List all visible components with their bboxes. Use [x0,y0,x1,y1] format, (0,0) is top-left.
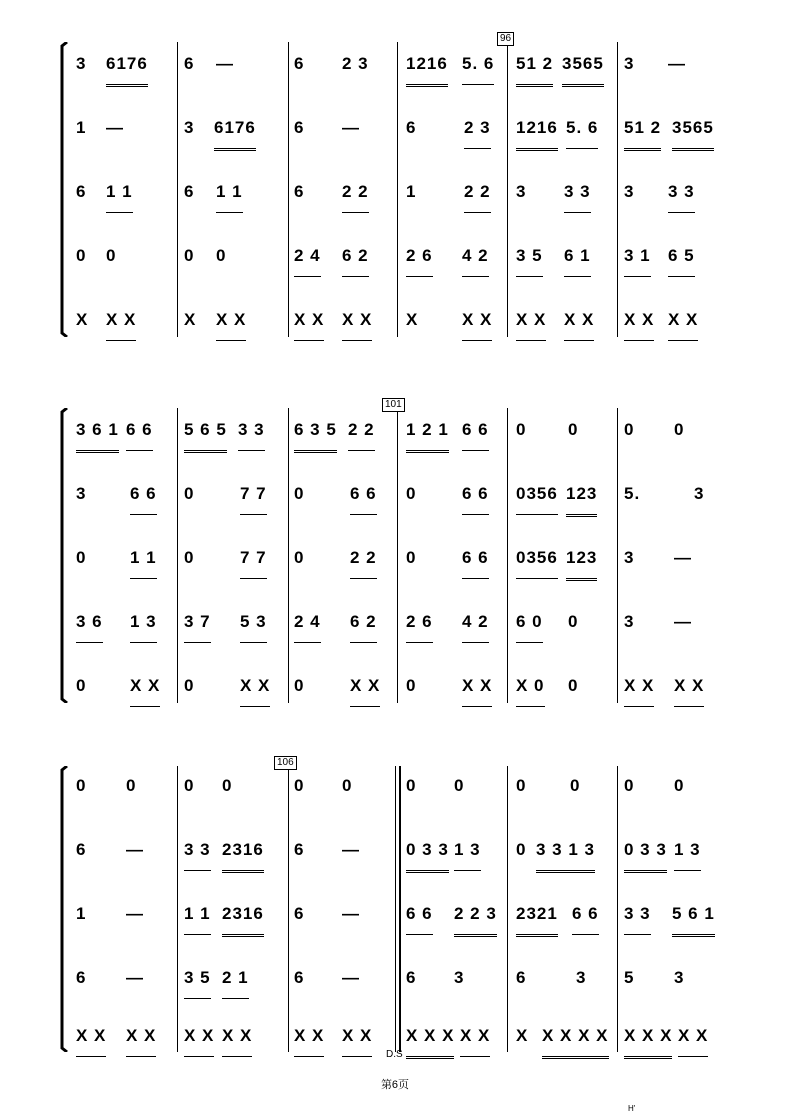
note-group: 1 3 [454,830,481,871]
score-system-1 [60,33,730,337]
percussion-hit: X X [130,666,160,707]
note-group: 3 5 [516,236,543,277]
percussion-hit: X X [184,1016,214,1057]
note: 3 [624,182,635,201]
system-bracket [60,766,68,1052]
staff-row-3 [72,538,730,578]
note: — [668,54,686,73]
staff-row-3 [72,894,730,934]
note: 6 [76,968,87,987]
score-system-2 [60,399,730,703]
percussion-hit: X X [624,300,654,341]
note-group: 6 6 [130,474,157,515]
note: 6 [184,54,195,73]
staff-row-2 [72,108,730,148]
note-group: 0356 [516,538,558,579]
note-group: 6 6 [462,410,489,451]
note: 6 [406,968,417,987]
note-group: 4 2 [462,236,489,277]
percussion-hit: X X [624,666,654,707]
note-group: 3 3 1 3 [536,830,595,873]
percussion-hit: X X [106,300,136,341]
note: 0 [516,420,527,439]
note-group: 123 [566,474,597,517]
note-group: 2316 [222,830,264,873]
note-group: 2 6 [406,236,433,277]
note: 0 [406,484,417,503]
note: 0 [76,776,87,795]
note: 6 [294,968,305,987]
note: — [126,968,144,987]
note: 6 [294,54,305,73]
percussion-hit: X X [678,1016,708,1057]
note: — [342,118,360,137]
note-group: 6 6 [462,538,489,579]
note-group: 3 1 [624,236,651,277]
note: 0 [516,776,527,795]
note-group: 3 6 [76,602,103,643]
note-group: 1216 [516,108,558,151]
note: — [126,840,144,859]
note: 0 [516,840,527,859]
percussion-hit: X X [350,666,380,707]
note-group: 1 1 [184,894,211,935]
percussion-hit: X X [668,300,698,341]
note-group: 2316 [222,894,264,937]
note: 0 [184,776,195,795]
note: 1 [406,182,417,201]
note-group: 2 2 [464,172,491,213]
percussion-hit: X [184,310,197,329]
note-group: 6 2 [350,602,377,643]
note: 0 [568,612,579,631]
note-group: 5 3 [240,602,267,643]
note-group: 3 3 [668,172,695,213]
note: 0 [184,548,195,567]
note: — [106,118,124,137]
note-group: 4 2 [462,602,489,643]
note-group: 3 3 [624,894,651,935]
note-group: 1 1 [216,172,243,213]
note: 3 [184,118,195,137]
percussion-hit: 0 [406,676,417,695]
note: 0 [294,548,305,567]
percussion-hit: X [516,1026,529,1045]
staff-row-2 [72,474,730,514]
note-group: 1 1 [106,172,133,213]
note-group: 3 3 [184,830,211,871]
note-group: 6 6 [462,474,489,515]
percussion-hit: X X X [624,1016,672,1059]
note-group: 6 6 [406,894,433,935]
note: — [342,904,360,923]
percussion-hit: X X [462,300,492,341]
note-group: 2 6 [406,602,433,643]
note: 0 [222,776,233,795]
note: 0 [454,776,465,795]
percussion-hit: 0 [184,676,195,695]
staff-row-3 [72,172,730,212]
note: 0 [568,420,579,439]
percussion-hit: X X [462,666,492,707]
note-group: 2 4 [294,602,321,643]
note-group: 6176 [106,44,148,87]
note-group: 6176 [214,108,256,151]
staff-row-5-percussion [72,300,730,340]
note-group: 2 2 [342,172,369,213]
note-group: 6 3 5 [294,410,337,453]
note-group: 0 3 3 [406,830,449,873]
note: 0 [76,548,87,567]
note: 3 [576,968,587,987]
percussion-hit: 0 [294,676,305,695]
note-group: 0356 [516,474,558,515]
note-group: 1 3 [674,830,701,871]
note: 0 [294,776,305,795]
staff-row-2 [72,830,730,870]
note-group: 3565 [562,44,604,87]
note-group: 2 3 [464,108,491,149]
system-bracket [60,42,68,337]
note: 6 [294,904,305,923]
percussion-hit: X X [222,1016,252,1057]
percussion-hit: X X [564,300,594,341]
note: 0 [674,420,685,439]
note-group: 2 1 [222,958,249,999]
rehearsal-mark: 96 [497,32,514,46]
note: 0 [106,246,117,265]
note: 6 [294,182,305,201]
percussion-hit: X X [674,666,704,707]
note-group: 6 1 [564,236,591,277]
page-number: 第6页 [380,1079,410,1091]
note: — [342,968,360,987]
corner-mark: H' [628,1104,636,1113]
note-group: 2 2 3 [454,894,497,937]
note-group: 6 6 [572,894,599,935]
note: 1 [76,904,87,923]
staff-row-4 [72,236,730,276]
note-group: 51 2 [516,44,553,87]
note-group: 5. 6 [462,44,494,85]
note: — [342,840,360,859]
note: 3 [694,484,705,503]
note: 5. [624,484,641,503]
percussion-hit: X X [342,1016,372,1057]
note-group: 1216 [406,44,448,87]
note: 6 [294,840,305,859]
note: 6 [76,840,87,859]
note: 0 [624,776,635,795]
rehearsal-mark: 101 [382,398,405,412]
note: 6 [294,118,305,137]
note-group: 5 6 1 [672,894,715,937]
note: 6 [406,118,417,137]
note: 6 [516,968,527,987]
percussion-hit: X X [516,300,546,341]
note-group: 6 6 [126,410,153,451]
note: 3 [516,182,527,201]
note-group: 6 2 [342,236,369,277]
note: 0 [570,776,581,795]
percussion-hit: 0 [568,676,579,695]
staff-row-1 [72,766,730,806]
note: 0 [216,246,227,265]
note-group: 7 7 [240,538,267,579]
percussion-hit: X [406,310,419,329]
note-group: 1 3 [130,602,157,643]
note: 0 [184,246,195,265]
note: — [216,54,234,73]
note-group: 3 7 [184,602,211,643]
note: 3 [624,54,635,73]
note: 3 [624,548,635,567]
percussion-hit: X X [126,1016,156,1057]
ds-marking: D.S [386,1049,403,1060]
note: 2 3 [342,54,369,73]
percussion-hit: X X [294,300,324,341]
note-group: 2 4 [294,236,321,277]
percussion-hit: X [76,310,89,329]
staff-row-4 [72,602,730,642]
note-group: 6 5 [668,236,695,277]
note: 6 [184,182,195,201]
rehearsal-mark: 106 [274,756,297,770]
staff-row-1 [72,44,730,84]
note: 0 [184,484,195,503]
score-system-3 [60,757,730,1052]
note-group: 6 0 [516,602,543,643]
percussion-hit: X X [76,1016,106,1057]
percussion-hit: 0 [76,676,87,695]
percussion-hit: X X [294,1016,324,1057]
note: — [674,548,692,567]
note-group: 5. 6 [566,108,598,149]
percussion-hit: X X X [406,1016,454,1059]
percussion-hit: X 0 [516,666,545,707]
note-group: 3 3 [238,410,265,451]
note: 0 [674,776,685,795]
note-group: 1 2 1 [406,410,449,453]
note: 3 [76,54,87,73]
note-group: 2321 [516,894,558,937]
percussion-hit: X X [342,300,372,341]
note-group: 6 6 [350,474,377,515]
note: 3 [76,484,87,503]
note: 0 [294,484,305,503]
percussion-hit: X X [240,666,270,707]
staff-row-4 [72,958,730,998]
note-group: 3565 [672,108,714,151]
note: 3 [454,968,465,987]
note-group: 2 2 [350,538,377,579]
note-group: 3 5 [184,958,211,999]
staff-row-1 [72,410,730,450]
note: 5 [624,968,635,987]
note-group: 1 1 [130,538,157,579]
note-group: 123 [566,538,597,581]
note: 3 [624,612,635,631]
note: 0 [406,776,417,795]
note: 6 [76,182,87,201]
note: 1 [76,118,87,137]
note-group: 7 7 [240,474,267,515]
note-group: 5 6 5 [184,410,227,453]
percussion-hit: X X [460,1016,490,1057]
staff-row-5-percussion [72,666,730,706]
note: 3 [674,968,685,987]
note: — [126,904,144,923]
percussion-hit: X X X X [542,1016,609,1059]
note: 0 [342,776,353,795]
percussion-hit: X X [216,300,246,341]
note-group: 0 3 3 [624,830,667,873]
note-group: 3 6 1 [76,410,119,453]
system-bracket [60,408,68,703]
note: 0 [126,776,137,795]
note-group: 51 2 [624,108,661,151]
note-group: 2 2 [348,410,375,451]
note: — [674,612,692,631]
note: 0 [624,420,635,439]
note: 0 [76,246,87,265]
note: 0 [406,548,417,567]
note-group: 3 3 [564,172,591,213]
